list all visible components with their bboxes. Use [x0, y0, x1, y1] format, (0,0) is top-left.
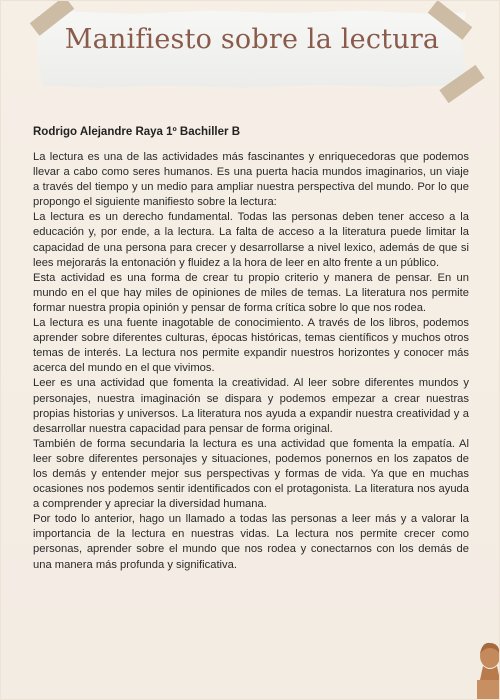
paragraph: También de forma secundaria la lectura es una actividad que fomenta la empatía. Al leer sobre diferentes personajes y situaciones, podemos ponernos en los zapatos de los demás y entender mejor sus perspectivas y formas de vida. Ya que en muchas ocasiones nos podemos sentir identificados con el protagonista. La literatura nos ayuda a comprender y apreciar la diversidad humana.: [33, 437, 469, 511]
manifesto-body: [33, 150, 469, 573]
author-line: Rodrigo Alejandre Raya 1º Bachiller B: [33, 126, 240, 138]
paragraph: Leer es una actividad que fomenta la creatividad. Al leer sobre diferentes mundos y personajes, nuestra imaginación se dispara y podemos empezar a crear nuestras propias historias y universos. La literatura nos ayuda a expandir nuestra creatividad y a desarrollar nuestra capacidad para pensar de forma original.: [33, 377, 469, 435]
bust-statue-icon: [474, 640, 500, 700]
paragraph: Por todo lo anterior, hago un llamado a todas las personas a leer más y a valorar la importancia de la lectura en nuestras vidas. La lectura nos permite crecer como personas, aprender sobre el mundo que nos rodea y conectarnos con los demás de una manera más profunda y significativa.: [33, 513, 469, 571]
paragraph: La lectura es un derecho fundamental. Todas las personas deben tener acceso a la educación y, por ende, a la lectura. La falta de acceso a la literatura puede limitar la capacidad de una persona para crecer y desarrollarse a nivel lexico, además de que si lees mejorarás la entonación y fluidez a la hora de leer en alto frente a un público.: [33, 211, 469, 269]
paragraph: La lectura es una de las actividades más fascinantes y enriquecedoras que podemos llevar a cabo como seres humanos. Es una puerta hacia mundos imaginarios, un viaje a través del tiempo y un medio para ampliar nuestra perspectiva del mundo. Por lo que propongo el siguiente manifiesto sobre la lectura:: [33, 151, 469, 209]
paragraph: La lectura es una fuente inagotable de conocimiento. A través de los libros, podemos aprender sobre diferentes culturas, épocas históricas, temas científicos y muchos otros temas de interés. La lectura nos permite expandir nuestros horizontes y conocer más acerca del mundo en el que vivimos.: [33, 317, 469, 375]
page-title: Manifiesto sobre la lectura: [64, 24, 440, 55]
paragraph: Esta actividad es una forma de crear tu propio criterio y manera de pensar. En un mundo en el que hay miles de opiniones de miles de temas. La literatura nos permite formar nuestra propia opinión y pensar de forma crítica sobre lo que nos rodea.: [33, 271, 469, 314]
